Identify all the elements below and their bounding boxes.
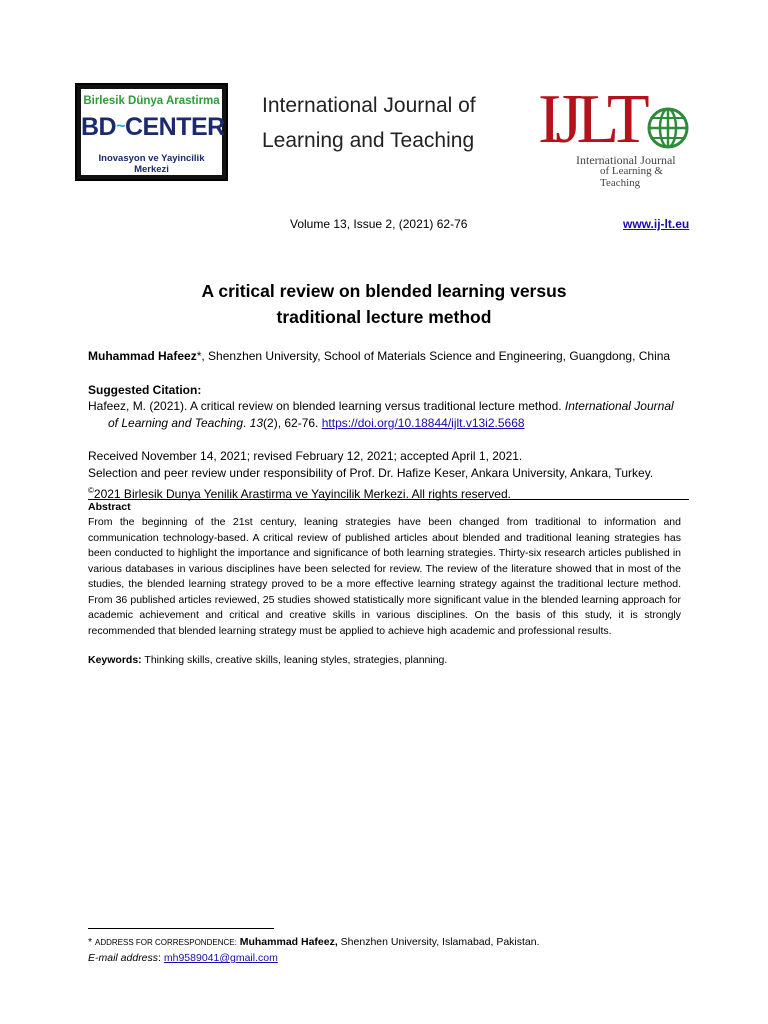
email-sep: : [158, 952, 164, 964]
volume-info: Volume 13, Issue 2, (2021) 62-76 [290, 217, 468, 231]
footnote-email [88, 952, 278, 964]
ijlt-subtitle1: International Journal [576, 153, 676, 167]
logo-center: CENTER [124, 113, 225, 141]
footnote-divider [88, 928, 274, 929]
journal-website-link[interactable]: www.ij-lt.eu [623, 217, 690, 231]
swirl-icon: ~ [116, 118, 125, 135]
footnote-name: Muhammad Hafeez, [236, 936, 338, 948]
received-line: Received November 14, 2021; revised February 12, 2021; accepted April 1, 2021. [88, 449, 523, 463]
logo-line2 [81, 113, 225, 142]
title-line2: traditional lecture method [276, 307, 492, 327]
author-line [88, 348, 708, 365]
citation-part2: . [243, 416, 250, 430]
ijlt-letters: IJLT [538, 81, 644, 158]
title-line1: A critical review on blended learning versus [201, 281, 567, 301]
article-title [80, 278, 688, 330]
logo-line3: Inovasyon ve Yayincilik Merkezi [98, 153, 205, 175]
ijlt-subtitle2: of Learning & Teaching [600, 165, 663, 189]
citation-part1: Hafeez, M. (2021). A critical review on blended learning versus traditional lecture method. [88, 399, 565, 413]
citation-journal2: of Learning and Teaching [108, 416, 243, 430]
journal-name-line1: International Journal of [262, 94, 476, 117]
abstract-heading: Abstract [88, 501, 131, 513]
doi-link[interactable]: https://doi.org/10.18844/ijlt.v13i2.5668 [321, 416, 525, 430]
keywords-line [88, 654, 447, 666]
copyright-symbol: © [88, 486, 94, 495]
citation-journal1: International Journal [564, 399, 674, 413]
citation-line2 [88, 415, 688, 432]
logo-bd: BD [81, 113, 117, 141]
footnote-label: ADDRESS FOR CORRESPONDENCE: [95, 938, 237, 947]
footnote-address [88, 936, 540, 948]
dates-block [88, 448, 688, 503]
journal-name-line2: Learning and Teaching [262, 129, 475, 152]
keywords-text: Thinking skills, creative skills, leaning styles, strategies, planning. [141, 654, 448, 666]
citation-text [88, 398, 688, 432]
footnote-prefix: * [88, 936, 96, 948]
email-link[interactable]: mh9589041@gmail.com [163, 952, 278, 964]
globe-icon [646, 106, 690, 150]
divider [88, 499, 689, 500]
keywords-label: Keywords: [88, 654, 142, 666]
author-name: Muhammad Hafeez [88, 349, 197, 363]
abstract-text: From the beginning of the 21st century, leaning strategies have been changed from traditional to information and communication technology-based. A critical review of published articles about blended and traditional leaning strategies has been conducted to highlight the importance and significance of both learning strategies. Thirty-six research articles published in various databases in various disciplines have been selected for review. The review of the literature showed that in most of the studies, the blended learning strategy proved to be a more effective learning strategy against the traditional lecture method. From 36 published articles reviewed, 25 studies showed statistically more significant value in the blended learning approach for academic achievement and critical and creative skills in various disciplines. On the basis of this study, it is strongly recommended that blended learning strategy must be applied to achieve high academic and professional results. [88, 516, 681, 637]
logo-line1: Birlesik Dünya Arastirma [83, 95, 220, 107]
email-label: E-mail address [88, 952, 159, 964]
footnote-rest: Shenzhen University, Islamabad, Pakistan. [337, 936, 540, 948]
journal-name [262, 88, 512, 158]
ijlt-logo [538, 81, 698, 189]
copyright-text: 2021 Birlesik Dunya Yenilik Arastirma ve Yayincilik Merkezi. All rights reserved. [93, 487, 511, 501]
review-line: Selection and peer review under responsibility of Prof. Dr. Hafize Keser, Ankara University, Ankara, Turkey. [88, 466, 654, 480]
author-affiliation: *, Shenzhen University, School of Materials Science and Engineering, Guangdong, China [196, 349, 671, 363]
citation-part3: (2), 62-76. [263, 416, 322, 430]
citation-heading: Suggested Citation: [88, 383, 202, 397]
citation-volume: 13 [249, 416, 264, 430]
bd-center-logo [75, 83, 228, 181]
